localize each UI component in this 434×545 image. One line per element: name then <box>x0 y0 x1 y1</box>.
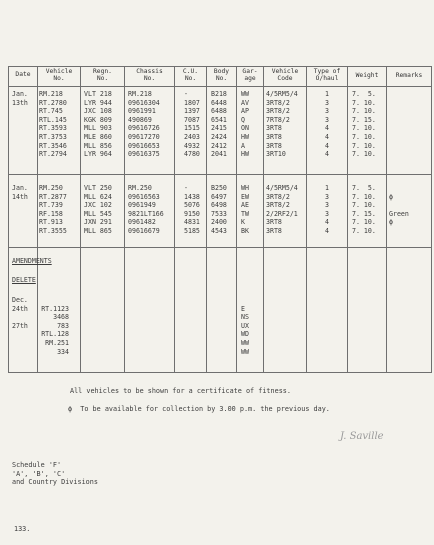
group2-vehicle-list: RM.250 RT.2877 RT.739 RF.158 RT.913 RT.3555 <box>39 184 67 235</box>
collection-note: ϕ To be available for collection by 3.00 p.m. the previous day. <box>68 405 330 413</box>
group1-vehicle-list: RM.218 RT.2780 RT.745 RTL.145 RT.3593 RT.3753 RT.3546 RT.2794 <box>39 90 67 159</box>
amendment-garages: E NS UX WD WW WW <box>241 304 249 356</box>
group2-cu-list: - 1438 5076 9150 4831 5185 <box>184 184 200 235</box>
col-sep-7 <box>263 66 264 372</box>
group2-overhaul-list: 1 3 3 3 4 4 <box>325 184 329 235</box>
group2-body-list: B250 6497 6498 7533 2400 4543 <box>211 184 227 235</box>
group1-garage-list: WW AV AP Q ON HW A HW <box>241 90 249 159</box>
page-number: 133. <box>14 525 31 533</box>
group1-weight-list: 7. 5. 7. 10. 7. 10. 7. 15. 7. 10. 7. 10. 7. 10. 7. 10. <box>352 90 376 159</box>
amendment-dates: Dec. 24th 27th <box>12 296 28 330</box>
group1-date: Jan. 13th <box>12 90 28 107</box>
table-divider-1 <box>8 174 432 175</box>
delete-heading: DELETE <box>12 276 36 284</box>
col-sep-2 <box>80 66 81 372</box>
group1-code-list: 4/5RM5/4 3RT8/2 3RT8/2 7RT8/2 3RT8 3RT8 3RT8 3RT10 <box>266 90 298 159</box>
col-sep-9 <box>347 66 348 372</box>
header-weight: Weight <box>355 72 379 79</box>
group1-cu-list: - 1807 1397 7087 1515 2403 4932 4780 <box>184 90 200 159</box>
group2-chassis-list: RM.250 09616563 0961949 9821LT166 0961482 09616679 <box>128 184 164 235</box>
header-cu-no: C.U. No. <box>182 68 199 82</box>
header-vehicle-no: Vehicle No. <box>45 68 73 82</box>
amendments-heading: AMENDMENTS <box>12 257 52 265</box>
col-sep-1 <box>37 66 38 372</box>
table-top-rule <box>8 66 432 67</box>
group1-overhaul-list: 1 3 3 3 4 4 4 4 <box>325 90 329 159</box>
group2-weight-list: 7. 5. 7. 10. 7. 10. 7. 15. 7. 10. 7. 10. <box>352 184 376 235</box>
header-overhaul-type: Type of O/haul <box>313 68 341 82</box>
header-garage: Gar- age <box>242 68 258 82</box>
group2-date: Jan. 14th <box>12 184 28 201</box>
group2-garage-list: WH EW AE TW K BK <box>241 184 249 235</box>
col-sep-8 <box>306 66 307 372</box>
col-sep-6 <box>236 66 237 372</box>
col-sep-11 <box>431 66 432 372</box>
group2-regn-list: VLT 250 MLL 624 JXC 102 MLL 545 JXN 291 MLL 865 <box>84 184 112 235</box>
header-date: Date <box>15 71 31 78</box>
table-bottom-rule <box>8 372 432 373</box>
header-remarks: Remarks <box>395 72 423 79</box>
col-sep-4 <box>174 66 175 372</box>
col-sep-3 <box>124 66 125 372</box>
header-body-no: Body No. <box>213 68 230 82</box>
table-header-rule <box>8 86 432 87</box>
col-sep-10 <box>386 66 387 372</box>
group2-remarks-list: ϕ Green ϕ <box>389 192 409 227</box>
header-regn-no: Regn. No. <box>93 68 112 82</box>
header-chassis-no: Chassis No. <box>136 68 163 82</box>
header-vehicle-code: Vehicle Code <box>271 68 299 82</box>
table-divider-2 <box>8 247 432 248</box>
col-sep-0 <box>8 66 9 372</box>
fitness-note: All vehicles to be shown for a certificate of fitness. <box>70 387 291 395</box>
signature: J. Saville <box>340 431 384 442</box>
schedule-note: Schedule 'F' 'A', 'B', 'C' and Country Divisions <box>12 461 98 486</box>
amendment-vehicles: RT.1123 3468 783 RTL.128 RM.251 334 <box>41 304 69 356</box>
group1-regn-list: VLT 218 LYR 944 JXC 108 KGK 809 MLL 903 MLE 860 MLL 856 LYR 964 <box>84 90 112 159</box>
group2-code-list: 4/5RM5/4 3RT8/2 3RT8/2 2/2RF2/1 3RT8 3RT8 <box>266 184 298 235</box>
group1-body-list: B218 6448 6488 6541 2415 2424 2412 2041 <box>211 90 227 159</box>
group1-chassis-list: RM.218 09616304 0961991 490869 09616726 09617270 09616653 09616375 <box>128 90 160 159</box>
col-sep-5 <box>206 66 207 372</box>
